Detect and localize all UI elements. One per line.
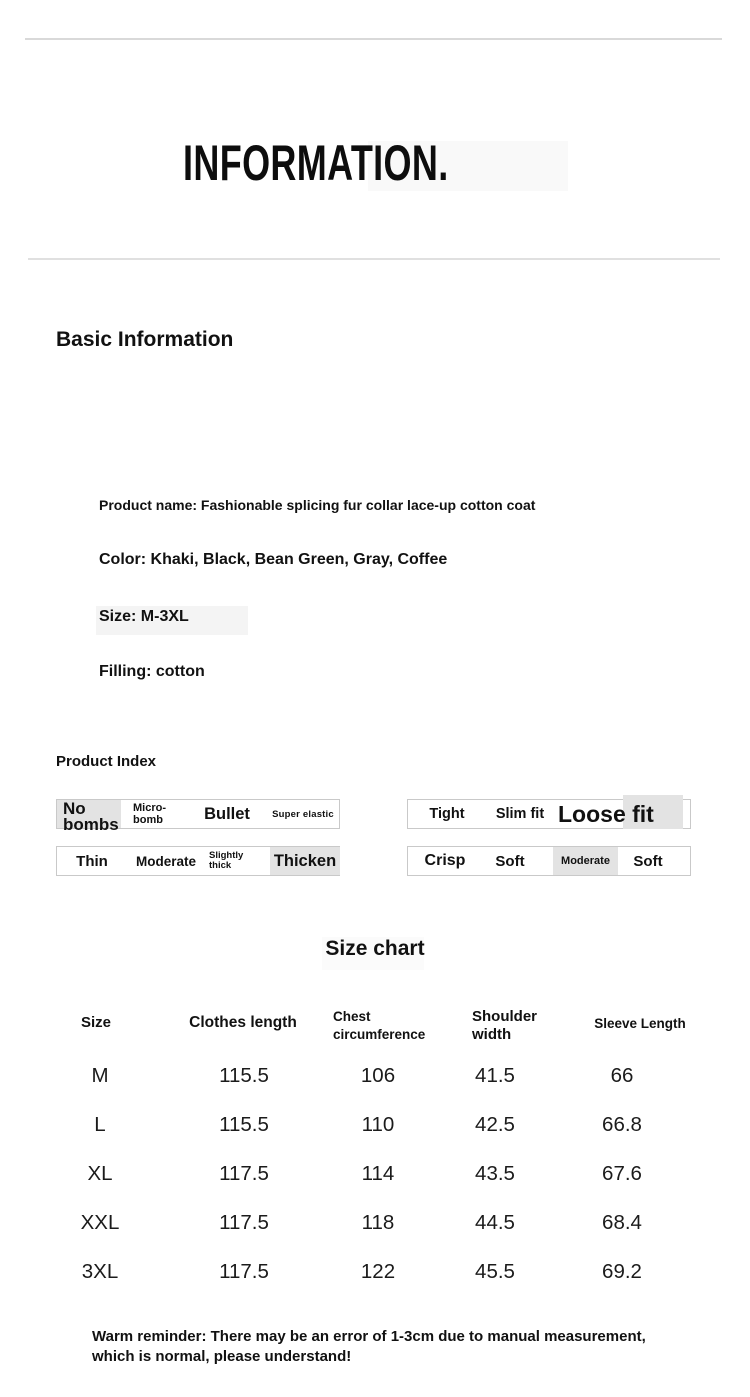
feel-option: Soft xyxy=(495,852,525,870)
fit-option: Slim fit xyxy=(495,806,545,822)
warm-reminder: Warm reminder: There may be an error of 1-3cm due to manual measurement, which is normal, please understand! xyxy=(92,1328,646,1365)
elasticity-option-selected: No bombs xyxy=(57,800,121,828)
feel-option: Soft xyxy=(633,852,663,870)
size-chart-row xyxy=(45,1247,677,1296)
size-chart-cell: XL xyxy=(87,1161,113,1185)
fit-scale xyxy=(407,799,691,829)
size-chart-cell: 115.5 xyxy=(219,1112,269,1136)
fit-option-selected: Loose fit xyxy=(558,800,654,827)
elasticity-option: Super elastic xyxy=(272,808,334,820)
section-divider xyxy=(28,258,720,260)
thickness-option: Moderate xyxy=(135,853,196,869)
basic-information-heading: Basic Information xyxy=(56,328,234,351)
size-chart-cell: 122 xyxy=(360,1259,396,1283)
size-chart-cell: 118 xyxy=(361,1210,395,1234)
size-chart-cell: L xyxy=(94,1112,106,1136)
size-chart-cell: 69.2 xyxy=(602,1259,642,1283)
size-line: Size: M-3XL xyxy=(99,608,189,625)
size-chart-cell: 45.5 xyxy=(475,1259,515,1283)
product-name-line: Product name: Fashionable splicing fur collar lace-up cotton coat xyxy=(99,497,536,513)
size-chart-title: Size chart xyxy=(325,937,425,960)
top-divider xyxy=(25,38,722,40)
size-chart-cell: M xyxy=(91,1063,109,1087)
fit-option: Tight xyxy=(429,806,465,822)
size-chart-cell: 117.5 xyxy=(219,1161,269,1185)
feel-scale xyxy=(407,846,691,876)
feel-option: Crisp xyxy=(424,852,466,869)
column-header-sleeve-length: Sleeve Length xyxy=(594,1016,686,1031)
column-header-size: Size xyxy=(80,1014,111,1031)
size-chart-cell: 67.6 xyxy=(602,1161,642,1185)
thickness-option: Thin xyxy=(76,852,108,870)
size-chart-cell: 42.5 xyxy=(475,1112,515,1136)
size-chart-cell: 68.4 xyxy=(602,1210,642,1234)
product-index-heading: Product Index xyxy=(56,753,157,770)
column-header-shoulder-width: Shoulder width xyxy=(472,1008,538,1043)
size-chart-cell: 66 xyxy=(610,1063,634,1087)
size-chart-cell: 106 xyxy=(360,1063,396,1087)
size-chart-cell: 41.5 xyxy=(475,1063,515,1087)
size-chart-row xyxy=(45,1149,677,1198)
elasticity-option: Micro-bomb xyxy=(133,802,166,826)
size-chart-cell: 3XL xyxy=(81,1259,119,1283)
thickness-scale xyxy=(56,846,340,876)
size-chart-row xyxy=(45,1100,677,1149)
thickness-option-selected: Thicken xyxy=(270,847,340,875)
size-chart-row xyxy=(45,1198,677,1247)
filling-line: Filling: cotton xyxy=(99,663,205,680)
size-chart-cell: 117.5 xyxy=(219,1259,269,1283)
size-chart-cell: 110 xyxy=(361,1112,395,1136)
size-chart-row xyxy=(45,1051,677,1100)
size-chart-cell: 114 xyxy=(361,1161,395,1185)
size-chart-cell: 66.8 xyxy=(602,1112,642,1136)
size-chart-cell: XXL xyxy=(80,1210,120,1234)
size-chart-cell: 44.5 xyxy=(475,1210,515,1234)
thickness-option: Slightly thick xyxy=(209,849,244,871)
column-header-clothes-length: Clothes length xyxy=(189,1014,297,1031)
column-header-chest-circumference: Chest circumference xyxy=(333,1009,426,1042)
elasticity-option: Bullet xyxy=(204,804,250,823)
size-chart-cell: 43.5 xyxy=(475,1161,515,1185)
page-title: INFORMATION. xyxy=(183,135,449,191)
size-chart-cell: 115.5 xyxy=(219,1063,269,1087)
size-chart-cell: 117.5 xyxy=(219,1210,269,1234)
size-chart-table xyxy=(45,1051,677,1296)
feel-option-selected: Moderate xyxy=(553,847,618,875)
elasticity-scale xyxy=(56,799,340,834)
color-line: Color: Khaki, Black, Bean Green, Gray, Coffee xyxy=(99,551,448,568)
